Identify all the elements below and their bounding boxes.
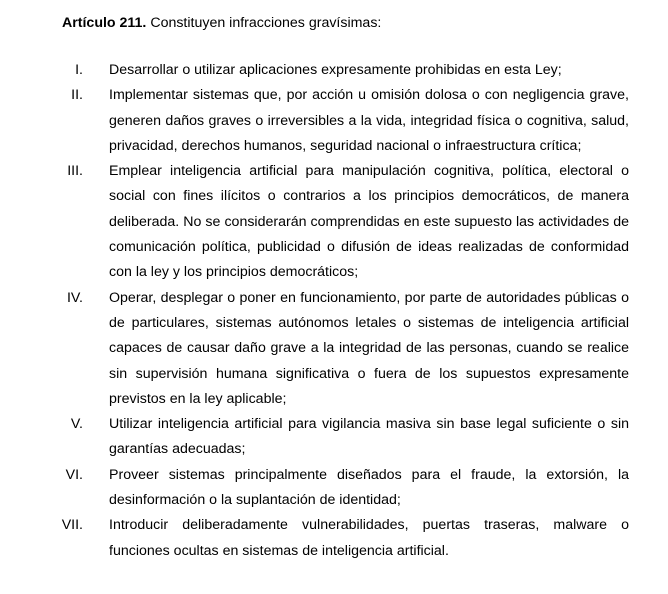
list-item bbox=[0, 83, 668, 159]
infractions-list bbox=[0, 58, 668, 564]
item-text: Operar, desplegar o poner en funcionamiento, por parte de autoridades públicas o de particulares, sistemas autónomos letales o sistemas de inteligencia artificial capaces de causar daño grave a la integridad de las personas, cuando se realice sin supervisión humana significativa o fuera de los supuestos expresamente previstos en la ley aplicable; bbox=[109, 289, 629, 407]
list-item bbox=[0, 159, 668, 285]
article-number: Artículo 211. bbox=[62, 15, 147, 31]
list-item bbox=[0, 58, 668, 83]
item-text: Utilizar inteligencia artificial para vigilancia masiva sin base legal suficiente o sin garantías adecuadas; bbox=[109, 416, 629, 458]
item-numeral: I. bbox=[75, 62, 83, 78]
item-text: Proveer sistemas principalmente diseñados para el fraude, la extorsión, la desinformación o la suplantación de identidad; bbox=[109, 466, 629, 509]
item-numeral: V. bbox=[70, 416, 83, 433]
item-numeral: III. bbox=[67, 163, 83, 180]
list-item bbox=[0, 286, 668, 412]
article-heading bbox=[62, 13, 381, 33]
item-numeral: II. bbox=[71, 87, 83, 104]
list-item bbox=[0, 513, 668, 564]
article-intro: Constituyen infracciones gravísimas: bbox=[146, 15, 382, 31]
list-item bbox=[0, 463, 668, 514]
item-text: Implementar sistemas que, por acción u omisión dolosa o con negligencia grave, generen daños graves o irreversibles a la vida, integridad física o cognitiva, salud, privacidad, derechos humanos, seguridad nacional o infraestructura crítica; bbox=[109, 87, 629, 154]
item-numeral: VI. bbox=[65, 466, 83, 483]
item-text: Emplear inteligencia artificial para manipulación cognitiva, política, electoral o social con fines ilícitos o contrarios a los principios democráticos, de manera deliberada. No se considerarán comprendidas en este supuesto las actividades de comunicación política, publicidad o difusión de ideas realizadas de conformidad con la ley y los principios democráticos; bbox=[109, 163, 629, 281]
item-numeral: VII. bbox=[61, 517, 83, 534]
item-numeral: IV. bbox=[66, 289, 83, 306]
item-text: Desarrollar o utilizar aplicaciones expresamente prohibidas en esta Ley; bbox=[109, 62, 562, 78]
list-item bbox=[0, 412, 668, 463]
item-text: Introducir deliberadamente vulnerabilidades, puertas traseras, malware o funciones ocultas en sistemas de inteligencia artificial. bbox=[109, 517, 629, 559]
